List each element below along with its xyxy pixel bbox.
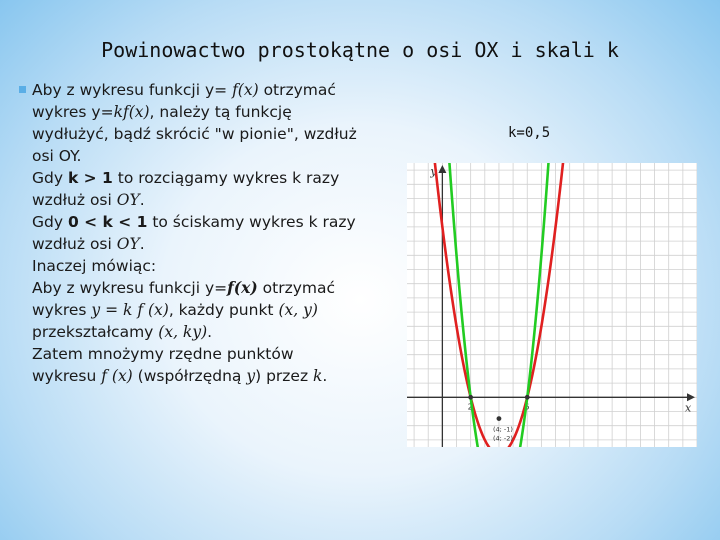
parabola-graph <box>407 163 697 447</box>
text-line: Zatem mnożymy rzędne punktów <box>32 345 294 363</box>
text-line: przekształcamy (x, ky). <box>32 323 213 341</box>
point-label: (4; -1) <box>492 425 513 434</box>
text-line: Aby z wykresu funkcji y= f(x) otrzymać <box>32 79 402 101</box>
parabola-curve <box>407 163 597 447</box>
text-line: Aby z wykresu funkcji y=f(x) otrzymać <box>32 278 336 297</box>
k-value-label: k=0,5 <box>508 125 551 141</box>
x-tick-label: 6 <box>524 402 530 412</box>
curves <box>407 163 597 447</box>
text-line: wykres y = k f (x), każdy punkt (x, y) <box>32 301 318 319</box>
x-axis-arrow <box>687 393 695 401</box>
point-label: (4; -2) <box>492 434 513 443</box>
text-line: wzdłuż osi OY. <box>32 235 145 253</box>
graph-svg <box>407 163 697 447</box>
text-line: wykres y=kf(x), należy tą funkcję <box>32 103 292 121</box>
axes <box>407 165 695 447</box>
marked-point <box>497 416 502 421</box>
x-axis-label: x <box>685 401 692 415</box>
text-line: wykresu f (x) (współrzędną y) przez k. <box>32 367 328 385</box>
text-line: Inaczej mówiąc: <box>32 257 157 275</box>
text-line: osi OY. <box>32 147 82 165</box>
marked-point <box>468 395 473 400</box>
y-axis-label: y <box>430 165 437 178</box>
parabola-curve <box>407 163 597 447</box>
explanation-text <box>32 79 402 387</box>
text-line: Gdy k > 1 to rozciągamy wykres k razy <box>32 169 340 187</box>
x-tick-label: 2 <box>467 402 473 412</box>
grid-lines <box>407 163 697 447</box>
slide-title: Powinowactwo prostokątne o osi OX i skali k <box>101 38 619 62</box>
text-line: wzdłuż osi OY. <box>32 191 145 209</box>
marked-point <box>525 395 530 400</box>
y-axis-arrow <box>438 165 446 173</box>
text-line: wydłużyć, bądź skrócić "w pionie", wzdłuż <box>32 125 357 143</box>
text-line: Gdy 0 < k < 1 to ściskamy wykres k razy <box>32 213 356 231</box>
